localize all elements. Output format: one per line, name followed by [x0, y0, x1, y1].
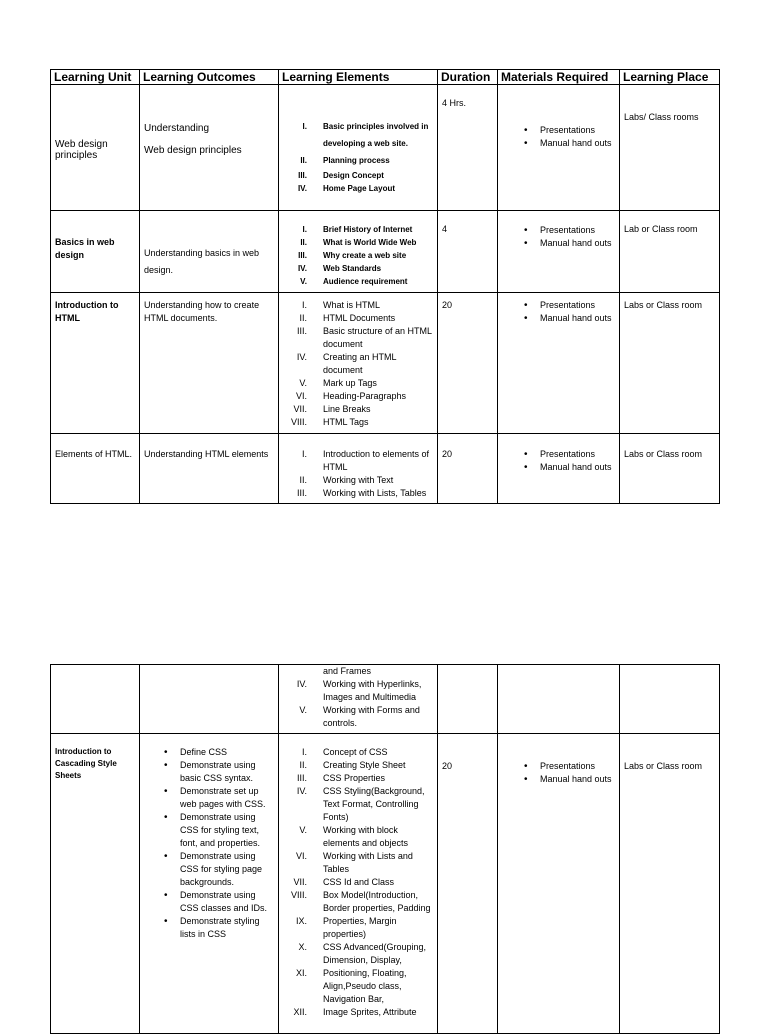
- outcome-item: • Demonstrate using basic CSS syntax.: [144, 759, 274, 785]
- duration-text: 4: [442, 224, 448, 234]
- outcome-text: Understanding basics in web design.: [144, 248, 260, 275]
- outcome-text: Web design principles: [144, 145, 242, 156]
- header-learning-outcomes: Learning Outcomes: [140, 70, 279, 85]
- header-duration: Duration: [438, 70, 498, 85]
- list-item: and Frames: [323, 666, 372, 676]
- list-item: V. Audience requirement: [300, 277, 408, 286]
- outcome-text: Understanding how to create HTML documents.: [144, 300, 260, 323]
- list-item: III. Why create a web site: [298, 251, 407, 260]
- outcomes-cell: [140, 85, 279, 211]
- materials-cell: [498, 85, 620, 211]
- outcome-item: • Demonstrate using CSS classes and IDs.: [144, 889, 274, 915]
- table-row: [51, 85, 720, 211]
- list-item: XII. Image Sprites, Attribute: [293, 1007, 417, 1017]
- outcomes-cell: [140, 734, 279, 1034]
- unit-text: Basics in web design: [55, 237, 115, 260]
- list-item: IV. Home Page Layout: [297, 184, 396, 193]
- unit-text: Introduction to HTML: [55, 300, 119, 323]
- material-item: • Presentations: [502, 124, 615, 137]
- outcome-item: • Demonstrate using CSS for styling text, font, and properties.: [144, 811, 274, 850]
- list-item: XI. Positioning, Floating, Align,Pseudo class, Navigation Bar,: [295, 968, 407, 1004]
- list-item: V. Working with Forms and controls.: [299, 705, 420, 728]
- list-item: I. Concept of CSS: [301, 747, 388, 757]
- list-item: I. Introduction to elements of HTML: [301, 449, 430, 472]
- duration-text: 20: [442, 300, 453, 310]
- list-item: II. Working with Text: [299, 475, 394, 485]
- material-item: • Manual hand outs: [502, 312, 615, 325]
- place-text: Labs/ Class rooms: [624, 112, 699, 122]
- outcomes-cell: [140, 211, 279, 293]
- outcomes-cell: [140, 434, 279, 504]
- duration-cell: [438, 665, 498, 734]
- table-row: [51, 434, 720, 504]
- elements-cell: [279, 665, 438, 734]
- duration-cell: [438, 211, 498, 293]
- table-row: [51, 211, 720, 293]
- unit-cell: [51, 734, 140, 1034]
- list-item: VII. CSS Id and Class: [293, 877, 395, 887]
- materials-cell: [498, 734, 620, 1034]
- elements-cell: [279, 734, 438, 1034]
- elements-cell: [279, 85, 438, 211]
- place-cell: [620, 434, 720, 504]
- place-cell: [620, 85, 720, 211]
- place-text: Labs or Class room: [624, 449, 703, 459]
- unit-cell: [51, 85, 140, 211]
- elements-cell: [279, 434, 438, 504]
- duration-cell: [438, 85, 498, 211]
- list-item: I. Basic principles involved in developing a web site.: [302, 122, 429, 148]
- list-item: IX. Properties, Margin properties): [295, 916, 397, 939]
- outcome-item: • Define CSS: [144, 746, 274, 759]
- list-item: VIII. Box Model(Introduction, Border properties, Padding: [290, 890, 431, 913]
- table-row: [51, 734, 720, 1034]
- outcome-item: • Demonstrate set up web pages with CSS.: [144, 785, 274, 811]
- curriculum-table-continued: [50, 664, 720, 1034]
- duration-text: 20: [442, 761, 453, 771]
- place-cell: [620, 211, 720, 293]
- list-item: VI. Working with Lists and Tables: [295, 851, 413, 874]
- list-item: VI. Heading-Paragraphs: [295, 391, 407, 401]
- list-item: II. Creating Style Sheet: [299, 760, 406, 770]
- curriculum-table: [50, 69, 720, 504]
- place-cell: [620, 734, 720, 1034]
- list-item: IV. Creating an HTML document: [296, 352, 397, 375]
- table-row: [51, 293, 720, 434]
- list-item: I. What is HTML: [301, 300, 381, 310]
- list-item: II. Planning process: [300, 156, 390, 165]
- list-item: VIII. HTML Tags: [290, 417, 369, 427]
- list-item: IV. CSS Styling(Background, Text Format, Controlling Fonts): [296, 786, 425, 822]
- material-item: • Presentations: [502, 224, 615, 237]
- list-item: VII. Line Breaks: [293, 404, 371, 414]
- outcome-text: Understanding: [144, 123, 210, 134]
- duration-cell: [438, 293, 498, 434]
- material-item: • Manual hand outs: [502, 237, 615, 250]
- place-text: Labs or Class room: [624, 300, 703, 310]
- material-item: • Manual hand outs: [502, 137, 615, 150]
- header-materials-required: Materials Required: [498, 70, 620, 85]
- material-item: • Manual hand outs: [502, 461, 615, 474]
- header-learning-unit: Learning Unit: [51, 70, 140, 85]
- list-item: III. CSS Properties: [296, 773, 386, 783]
- outcomes-cell: [140, 293, 279, 434]
- list-item: I. Brief History of Internet: [302, 225, 413, 234]
- unit-text: Web design principles: [55, 139, 108, 161]
- place-cell: [620, 293, 720, 434]
- list-item: V. Mark up Tags: [299, 378, 377, 388]
- list-item: IV. Working with Hyperlinks, Images and Multimedia: [296, 679, 422, 702]
- list-item: II. What is World Wide Web: [300, 238, 417, 247]
- duration-text: 4 Hrs.: [442, 98, 467, 108]
- place-text: Labs or Class room: [624, 761, 703, 771]
- table-header-row: [51, 70, 720, 85]
- unit-text: Elements of HTML.: [55, 449, 133, 459]
- unit-cell: [51, 434, 140, 504]
- elements-cell: [279, 211, 438, 293]
- outcomes-cell: [140, 665, 279, 734]
- material-item: • Presentations: [502, 448, 615, 461]
- list-item: II. HTML Documents: [299, 313, 396, 323]
- materials-cell: [498, 665, 620, 734]
- duration-text: 20: [442, 449, 453, 459]
- material-item: • Presentations: [502, 760, 615, 773]
- list-item: X. CSS Advanced(Grouping, Dimension, Display,: [298, 942, 427, 965]
- header-learning-place: Learning Place: [620, 70, 720, 85]
- materials-cell: [498, 293, 620, 434]
- unit-text: Introduction to Cascading Style Sheets: [55, 747, 117, 780]
- elements-cell: [279, 293, 438, 434]
- place-text: Lab or Class room: [624, 224, 698, 234]
- header-learning-elements: Learning Elements: [279, 70, 438, 85]
- unit-cell: [51, 211, 140, 293]
- outcome-text: Understanding HTML elements: [144, 449, 269, 459]
- outcome-item: • Demonstrate styling lists in CSS: [144, 915, 274, 941]
- materials-cell: [498, 211, 620, 293]
- place-cell: [620, 665, 720, 734]
- table-row: [51, 665, 720, 734]
- list-item: III. Design Concept: [298, 171, 384, 180]
- list-item: III. Working with Lists, Tables: [296, 488, 427, 498]
- duration-cell: [438, 734, 498, 1034]
- duration-cell: [438, 434, 498, 504]
- unit-cell: [51, 665, 140, 734]
- material-item: • Presentations: [502, 299, 615, 312]
- list-item: III. Basic structure of an HTML document: [296, 326, 432, 349]
- list-item: V. Working with block elements and objects: [299, 825, 409, 848]
- list-item: IV. Web Standards: [297, 264, 382, 273]
- materials-cell: [498, 434, 620, 504]
- outcome-item: • Demonstrate using CSS for styling page backgrounds.: [144, 850, 274, 889]
- unit-cell: [51, 293, 140, 434]
- material-item: • Manual hand outs: [502, 773, 615, 786]
